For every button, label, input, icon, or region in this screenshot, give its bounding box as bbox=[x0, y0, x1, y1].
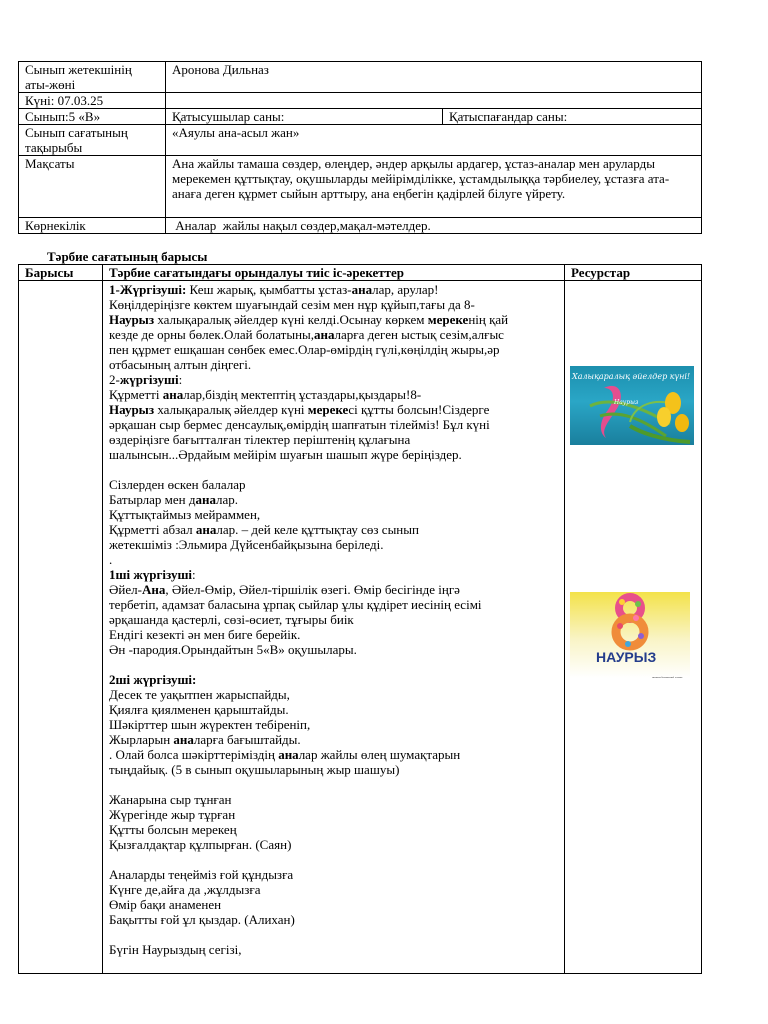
script-line bbox=[109, 897, 558, 912]
bold-text: 2ші жүргізуші: bbox=[109, 672, 197, 687]
absentees-label: Қатыспағандар саны: bbox=[443, 109, 702, 125]
text-segment: . bbox=[109, 552, 113, 567]
image2-word: НАУРЫЗ bbox=[596, 649, 657, 665]
bold-text: 1-Жүргізуші: bbox=[109, 282, 187, 297]
text-segment: пен құрмет ешқашан сөнбек емес.Олар-өмірдің гүлі,көңілдің жыры,әр bbox=[109, 342, 500, 357]
text-segment: Құрметті абзал bbox=[109, 522, 196, 537]
script-line bbox=[109, 792, 558, 807]
text-segment: халықаралық әйелдер күні bbox=[154, 402, 308, 417]
class-cell: Сынып:5 «В» bbox=[19, 109, 166, 125]
text-segment: . Олай болса шәкірттеріміздің bbox=[109, 747, 279, 762]
script-line bbox=[109, 942, 558, 957]
text-segment: Сізлерден өскен балалар bbox=[109, 477, 246, 492]
text-segment: тербетіп, адамзат баласына ұрпақ сыйлар ұлы құдірет иесінің есімі bbox=[109, 597, 482, 612]
script-line bbox=[109, 567, 558, 582]
bold-text: Наурыз bbox=[109, 312, 155, 327]
text-segment: Аналарды теңейміз ғой құндызға bbox=[109, 867, 294, 882]
womens-day-tulips-image bbox=[570, 366, 694, 445]
text-segment: Десек те уақытпен жарыспайды, bbox=[109, 687, 290, 702]
script-line bbox=[109, 522, 558, 537]
script-line bbox=[109, 807, 558, 822]
script-line bbox=[109, 837, 558, 852]
date-cell: Күні: 07.03.25 bbox=[19, 93, 166, 109]
text-segment: Құттықтаймыз мейраммен, bbox=[109, 507, 261, 522]
script-line bbox=[109, 552, 558, 567]
bold-text: 1ші жүргізуші bbox=[109, 567, 193, 582]
stage-cell bbox=[19, 281, 103, 974]
script-line bbox=[109, 732, 558, 747]
script-line bbox=[109, 357, 558, 372]
bold-text: мереке bbox=[307, 402, 349, 417]
script-line bbox=[109, 672, 558, 687]
script-line bbox=[109, 282, 558, 297]
bold-text: ана bbox=[195, 492, 216, 507]
text-segment: Кеш жарық, қымбатты ұстаз- bbox=[186, 282, 352, 297]
text-segment: нің қай bbox=[468, 312, 509, 327]
text-segment: лар,біздің мектептің ұстаздары,қыздары!8- bbox=[183, 387, 422, 402]
bold-text: ана bbox=[173, 732, 194, 747]
blank-line bbox=[109, 657, 558, 672]
topic-label: Сынып сағатының тақырыбы bbox=[19, 125, 166, 156]
text-segment: отбасының алтын діңгегі. bbox=[109, 357, 252, 372]
script-line bbox=[109, 417, 558, 432]
text-segment: тыңдайық. (5 в сынып оқушыларының жыр шашуы) bbox=[109, 762, 400, 777]
bold-text: ана bbox=[195, 522, 217, 537]
text-segment: Құтты болсын мерекең bbox=[109, 822, 237, 837]
text-segment: лар. bbox=[215, 492, 238, 507]
visuals-value: Аналар жайлы нақыл сөздер,мақал-мәтелдер. bbox=[166, 218, 702, 234]
text-segment: халықаралық әйелдер күні келді.Осынау көркем bbox=[154, 312, 428, 327]
goal-label: Мақсаты bbox=[19, 156, 166, 218]
script-line bbox=[109, 297, 558, 312]
script-line bbox=[109, 432, 558, 447]
resources-cell bbox=[565, 281, 702, 974]
text-segment: Шәкірттер шын жүректен тебіреніп, bbox=[109, 717, 311, 732]
text-segment: Қызғалдақтар құлпырған. (Саян) bbox=[109, 837, 292, 852]
col-resources-header: Ресурстар bbox=[565, 265, 702, 281]
text-segment: Ән -пародия.Орындайтын 5«В» оқушылары. bbox=[109, 642, 357, 657]
script-text bbox=[103, 281, 565, 974]
script-line bbox=[109, 762, 558, 777]
script-line bbox=[109, 447, 558, 462]
script-line bbox=[109, 882, 558, 897]
text-segment: 2- bbox=[109, 372, 120, 387]
image1-caption: Халықаралық әйелдер күні! bbox=[572, 372, 691, 381]
bold-text: ана bbox=[351, 282, 373, 297]
info-table bbox=[18, 61, 702, 234]
date-value-empty bbox=[166, 93, 702, 109]
blank-line bbox=[109, 852, 558, 867]
text-segment: : bbox=[192, 567, 196, 582]
image2-small-text: www.bonnet.com bbox=[652, 675, 683, 678]
plan-title: Тәрбие сағатының барысы bbox=[47, 249, 208, 264]
script-line bbox=[109, 867, 558, 882]
script-line bbox=[109, 597, 558, 612]
text-segment: өздеріңізге бағытталған тілектер періштенің құлағына bbox=[109, 432, 411, 447]
script-line bbox=[109, 507, 558, 522]
text-segment: лар, арулар! bbox=[372, 282, 439, 297]
bold-text: Ана bbox=[141, 582, 166, 597]
bold-text: ана bbox=[314, 327, 335, 342]
script-line bbox=[109, 627, 558, 642]
col-actions-header: Тәрбие сағатындағы орындалуы тиіс іс-әрекеттер bbox=[103, 265, 565, 281]
script-line bbox=[109, 492, 558, 507]
text-segment: Әйел- bbox=[109, 582, 142, 597]
eight-nauryz-flowers-image bbox=[570, 592, 690, 678]
script-line bbox=[109, 342, 558, 357]
script-line bbox=[109, 402, 558, 417]
text-segment: шалынсын...Әрдайым мейірім шуағын шашып жүре беріңіздер. bbox=[109, 447, 462, 462]
script-line bbox=[109, 582, 558, 597]
text-segment: Бақытты ғой ұл қыздар. (Алихан) bbox=[109, 912, 295, 927]
svg-text:Наурыз: Наурыз bbox=[614, 399, 639, 406]
script-line bbox=[109, 327, 558, 342]
bold-text: жүргізуші bbox=[119, 372, 179, 387]
text-segment: Күнге де,айға да ,жұлдызға bbox=[109, 882, 261, 897]
script-line bbox=[109, 687, 558, 702]
text-segment: Батырлар мен д bbox=[109, 492, 196, 507]
script-line bbox=[109, 312, 558, 327]
attendees-label: Қатысушылар саны: bbox=[166, 109, 443, 125]
script-line bbox=[109, 747, 558, 762]
bold-text: мереке bbox=[427, 312, 469, 327]
text-segment: әрқашанда қастерлі, сөзі-өсиет, тұғыры биік bbox=[109, 612, 354, 627]
script-line bbox=[109, 537, 558, 552]
script-line bbox=[109, 612, 558, 627]
bold-text: ана bbox=[162, 387, 184, 402]
text-segment: Қиялға қиялменен қарыштайды. bbox=[109, 702, 289, 717]
plan-table bbox=[18, 264, 702, 974]
bold-text: Наурыз bbox=[109, 402, 155, 417]
topic-value: «Аяулы ана-асыл жан» bbox=[166, 125, 702, 156]
script-line bbox=[109, 822, 558, 837]
blank-line bbox=[109, 927, 558, 942]
text-segment: сі құтты болсын!Сіздерге bbox=[348, 402, 490, 417]
text-segment: кезде де орны бөлек.Олай болатыны, bbox=[109, 327, 315, 342]
goal-value: Ана жайлы тамаша сөздер, өлеңдер, әндер арқылы ардагер, ұстаз-аналар мен аруларды мерекемен құттықтау, оқушыларды мейірімділікке, ұстамдылыққа тәрбиелеу, ұстазға ата-анаға деген құрмет сыйын арттыру, ана еңбегін қадірлей білуге үйрету. bbox=[166, 156, 702, 218]
text-segment: Жүрегінде жыр тұрған bbox=[109, 807, 236, 822]
text-segment: Жанарына сыр тұнған bbox=[109, 792, 232, 807]
bold-text: ана bbox=[278, 747, 299, 762]
blank-line bbox=[109, 777, 558, 792]
text-segment: Бүгін Наурыздың сегізі, bbox=[109, 942, 242, 957]
text-segment: әрқашан сыр бермес денсаулық,өмірдің шапғатын тілейміз! Бұл күні bbox=[109, 417, 490, 432]
text-segment: лар жайлы өлең шумақтарын bbox=[298, 747, 461, 762]
script-line bbox=[109, 702, 558, 717]
text-segment: Құрметті bbox=[109, 387, 163, 402]
text-segment: ларға бағыштайды. bbox=[193, 732, 301, 747]
script-line bbox=[109, 717, 558, 732]
script-line bbox=[109, 387, 558, 402]
col-stage-header: Барысы bbox=[19, 265, 103, 281]
text-segment: лар. – дей келе құттықтау сөз сынып bbox=[216, 522, 419, 537]
text-segment: Көңілдеріңізге көктем шуағындай сезім мен нұр құйып,тағы да 8- bbox=[109, 297, 475, 312]
script-line bbox=[109, 372, 558, 387]
script-line bbox=[109, 477, 558, 492]
teacher-name: Аронова Дильназ bbox=[166, 62, 702, 93]
script-line bbox=[109, 642, 558, 657]
visuals-label: Көрнекілік bbox=[19, 218, 166, 234]
blank-line bbox=[109, 462, 558, 477]
flower-eight-icon bbox=[570, 592, 690, 678]
text-segment: жетекшіміз :Эльмира Дүйсенбайқызына беріледі. bbox=[109, 537, 384, 552]
text-segment: Ендігі кезекті ән мен биге берейік. bbox=[109, 627, 301, 642]
script-line bbox=[109, 912, 558, 927]
text-segment: ларға деген ыстық сезім,алғыс bbox=[334, 327, 504, 342]
text-segment: Жырларын bbox=[109, 732, 174, 747]
text-segment: , Әйел-Өмір, Әйел-тіршілік өзегі. Өмір бесігінде іңгә bbox=[165, 582, 460, 597]
teacher-label: Сынып жетекшінің аты-жөні bbox=[19, 62, 166, 93]
text-segment: Өмір бақи анаменен bbox=[109, 897, 222, 912]
text-segment: : bbox=[178, 372, 183, 387]
